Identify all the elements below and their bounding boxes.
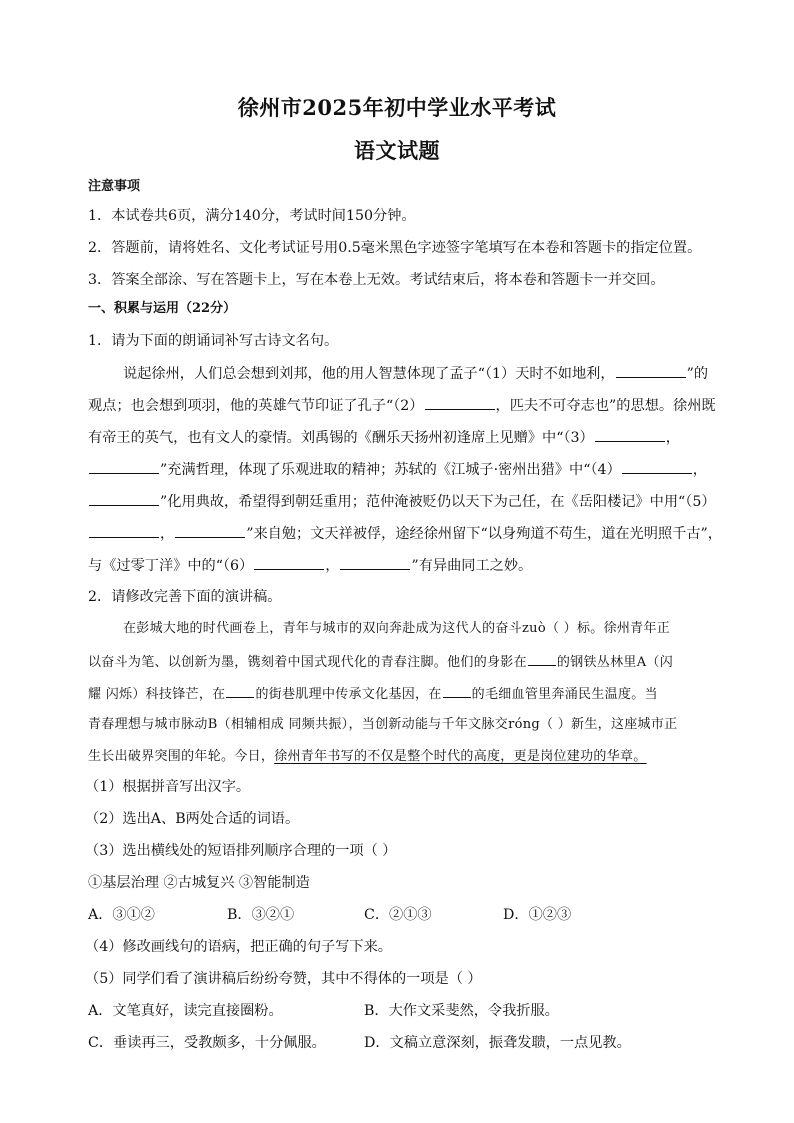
q1-paragraph-line xyxy=(88,491,728,512)
answer-blank[interactable] xyxy=(226,683,254,698)
q1-text: ”来自勉；文天祥被俘，途经徐州留下“以身殉道不苟生，道在光明照千古”， xyxy=(246,526,722,542)
speech-text: 生长出破界突围的年轮。今日， xyxy=(88,749,275,764)
answer-blank[interactable] xyxy=(89,523,159,538)
answer-blank[interactable] xyxy=(175,523,245,538)
q1-paragraph-line xyxy=(88,523,728,544)
q1-text: ，匹夫不可夺志也”的思想。徐州既 xyxy=(495,398,716,414)
speech-line xyxy=(88,651,728,673)
question-1-stem: 1．请为下面的朗诵词补写古诗文名句。 xyxy=(88,333,339,349)
exam-title: 徐州市2025年初中学业水平考试 xyxy=(237,95,557,120)
speech-line: 在彭城大地的时代画卷上，青年与城市的双向奔赴成为这代人的奋斗zuò（ ）标。徐州青年正 xyxy=(123,621,671,636)
phrase-list: ①基层治理 ②古城复兴 ③智能制造 xyxy=(88,875,310,891)
answer-blank[interactable] xyxy=(340,555,410,570)
speech-text: 的毛细血管里奔涌民生温度。当 xyxy=(471,687,658,702)
question-2-stem: 2．请修改完善下面的演讲稿。 xyxy=(88,589,282,605)
option-5d[interactable]: D．文稿立意深刻，振聋发聩，一点见教。 xyxy=(364,1035,631,1051)
q1-text: ”有异曲同工之妙。 xyxy=(411,558,533,574)
q1-text: ， xyxy=(665,430,680,446)
speech-line: 青春理想与城市脉动B（相辅相成 同频共振），当创新动能与千年文脉交róng（ ）新生，这座城市正 xyxy=(88,717,678,732)
q1-paragraph-line xyxy=(123,363,763,384)
sub-question-5: （5）同学们看了演讲稿后纷纷夸赞，其中不得体的一项是（ ） xyxy=(85,971,482,987)
q1-text: ”化用典故，希望得到朝廷重用；范仲淹被贬仍以天下为己任，在《岳阳楼记》中用“（5） xyxy=(160,494,716,510)
answer-blank[interactable] xyxy=(595,427,665,442)
option-5c[interactable]: C．垂读再三，受教颇多，十分佩服。 xyxy=(88,1035,326,1051)
option-3c[interactable]: C．②①③ xyxy=(364,907,432,923)
answer-blank[interactable] xyxy=(254,555,324,570)
q1-paragraph-line xyxy=(88,459,728,480)
answer-blank[interactable] xyxy=(622,459,692,474)
q1-paragraph-line xyxy=(88,395,728,416)
sub-question-3: （3）选出横线处的短语排列顺序合理的一项（ ） xyxy=(85,843,397,859)
speech-text: 的钢铁丛林里A（闪 xyxy=(556,655,673,670)
answer-blank[interactable] xyxy=(89,459,159,474)
q1-text: ”的 xyxy=(686,366,709,382)
q1-text: ”充满哲理，体现了乐观进取的精神；苏轼的《江城子·密州出猎》中“（4） xyxy=(160,462,621,478)
sub-question-2: （2）选出A、B两处合适的词语。 xyxy=(85,811,300,827)
answer-blank[interactable] xyxy=(528,651,556,666)
q1-paragraph-line xyxy=(88,427,728,448)
option-5a[interactable]: A．文笔真好，读完直接圈粉。 xyxy=(88,1003,283,1019)
note-item-1: 1．本试卷共6页，满分140分，考试时间150分钟。 xyxy=(88,208,416,224)
q1-text: 观点；也会想到项羽，他的英雄气节印证了孔子“（2） xyxy=(88,398,424,414)
option-3d[interactable]: D．①②③ xyxy=(503,907,572,923)
option-3a[interactable]: A．③①② xyxy=(88,907,155,923)
speech-line xyxy=(88,747,728,767)
answer-blank[interactable] xyxy=(425,395,495,410)
note-item-3: 3．答案全部涂、写在答题卡上，写在本卷上无效。考试结束后，将本卷和答题卡一并交回。 xyxy=(88,272,665,288)
answer-blank[interactable] xyxy=(616,363,686,378)
speech-text: 耀 闪烁）科技锋芒，在 xyxy=(88,687,226,702)
option-5b[interactable]: B．大作文采斐然，令我折服。 xyxy=(364,1003,559,1019)
section-heading: 一、积累与运用（22分） xyxy=(88,301,237,316)
q1-text: ， xyxy=(692,462,707,478)
speech-line xyxy=(88,683,728,705)
answer-blank[interactable] xyxy=(443,683,471,698)
speech-text: 的街巷肌理中传承文化基因，在 xyxy=(255,687,442,702)
q1-text: 说起徐州，人们总会想到刘邦，他的用人智慧体现了孟子“（1）天时不如地利， xyxy=(123,366,615,382)
q1-text: 有帝王的英气，也有文人的豪情。刘禹锡的《酬乐天扬州初逢席上见赠》中“（3） xyxy=(88,430,594,446)
underlined-sentence: 徐州青年书写的不仅是整个时代的高度，更是岗位建功的华章。 xyxy=(274,749,647,764)
notes-heading: 注意事项 xyxy=(88,179,141,194)
exam-subtitle: 语文试题 xyxy=(354,138,440,163)
sub-question-1: （1）根据拼音写出汉字。 xyxy=(85,779,251,795)
q1-text: 与《过零丁洋》中的“（6） xyxy=(88,558,254,574)
q1-text: ， xyxy=(325,558,340,574)
option-3b[interactable]: B．③②① xyxy=(227,907,295,923)
q1-text: ， xyxy=(160,526,175,542)
sub-question-4: （4）修改画线句的语病，把正确的句子写下来。 xyxy=(85,939,392,955)
speech-text: 以奋斗为笔、以创新为墨，镌刻着中国式现代化的青春注脚。他们的身影在 xyxy=(88,655,527,670)
q1-paragraph-line xyxy=(88,555,728,576)
note-item-2: 2．答题前，请将姓名、文化考试证号用0.5毫米黑色字迹签字笔填写在本卷和答题卡的指定位置。 xyxy=(88,240,702,256)
answer-blank[interactable] xyxy=(89,491,159,506)
